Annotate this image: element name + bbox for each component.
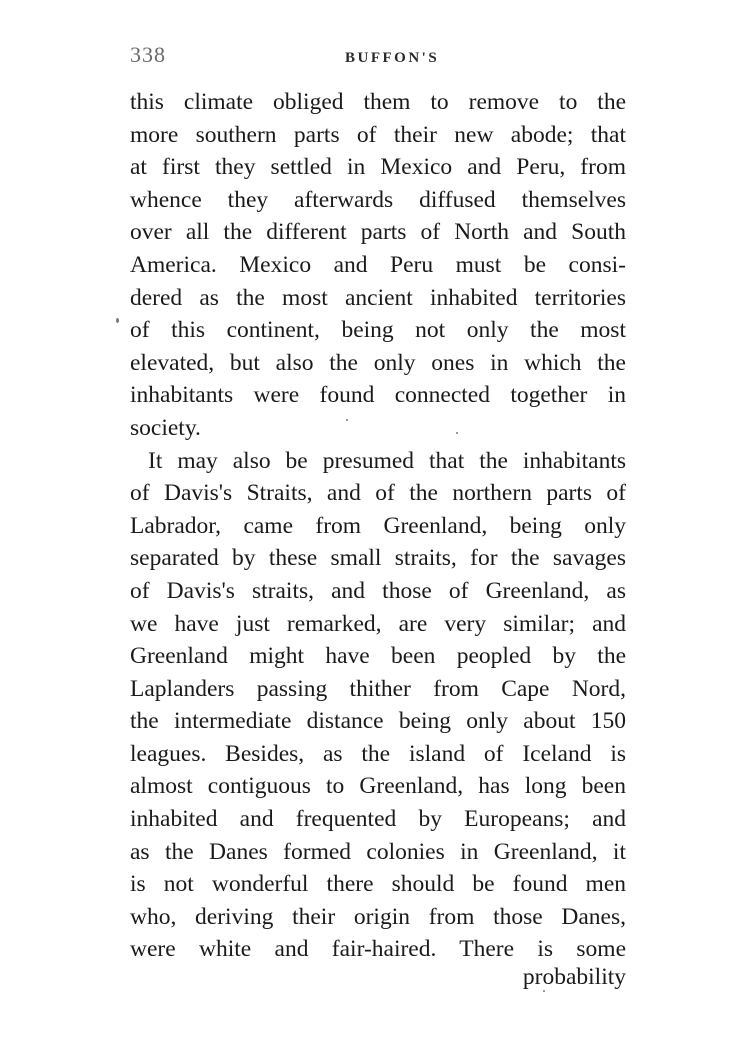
text-line: whence they afterwards diffused themselves [130,186,626,213]
page-header [130,42,630,72]
text-line: this climate obliged them to remove to the [130,89,626,115]
page-number: 338 [130,42,166,67]
running-head: BUFFON'S [345,50,440,66]
text-line: we have just remarked, are very similar; and [130,610,626,637]
text-line: as the Danes formed colonies in Greenland, it [130,838,626,865]
text-line: of this continent, being not only the most [130,317,626,344]
text-line: dered as the most ancient inhabited territories [130,284,626,311]
text-line: of Davis's straits, and those of Greenland, as [130,577,626,604]
body-text [130,86,626,966]
ink-speck [456,432,458,434]
text-line: elevated, but also the only ones in which the [130,349,626,376]
text-line: inhabitants were found connected together in [130,382,626,409]
text-line: Greenland might have been peopled by the [130,643,626,670]
text-line: America. Mexico and Peru must be consi- [130,251,626,278]
ink-speck [116,318,119,323]
ink-speck [346,419,348,421]
text-line: Laplanders passing thither from Cape Nord, [130,675,626,702]
paragraph-end-line: society. [130,414,201,441]
text-line: of Davis's Straits, and of the northern parts of [130,480,626,507]
text-line: who, deriving their origin from those Danes, [130,903,626,930]
text-line: almost contiguous to Greenland, has long been [130,773,626,800]
text-line: inhabited and frequented by Europeans; and [130,806,626,833]
text-line: over all the different parts of North and South [130,219,626,246]
ink-speck [543,990,545,992]
text-line: leagues. Besides, as the island of Iceland is [130,740,626,767]
text-line: is not wonderful there should be found men [130,871,626,898]
text-line: more southern parts of their new abode; that [130,121,626,148]
text-line: were white and fair-haired. There is some [130,936,626,963]
text-line: Labrador, came from Greenland, being only [130,512,626,539]
text-line: at first they settled in Mexico and Peru, from [130,154,626,181]
paragraph-start-line: It may also be presumed that the inhabitants [148,447,626,474]
text-line: separated by these small straits, for the savages [130,545,626,572]
catchword: probability [522,964,626,990]
text-line: the intermediate distance being only about 150 [130,708,626,735]
